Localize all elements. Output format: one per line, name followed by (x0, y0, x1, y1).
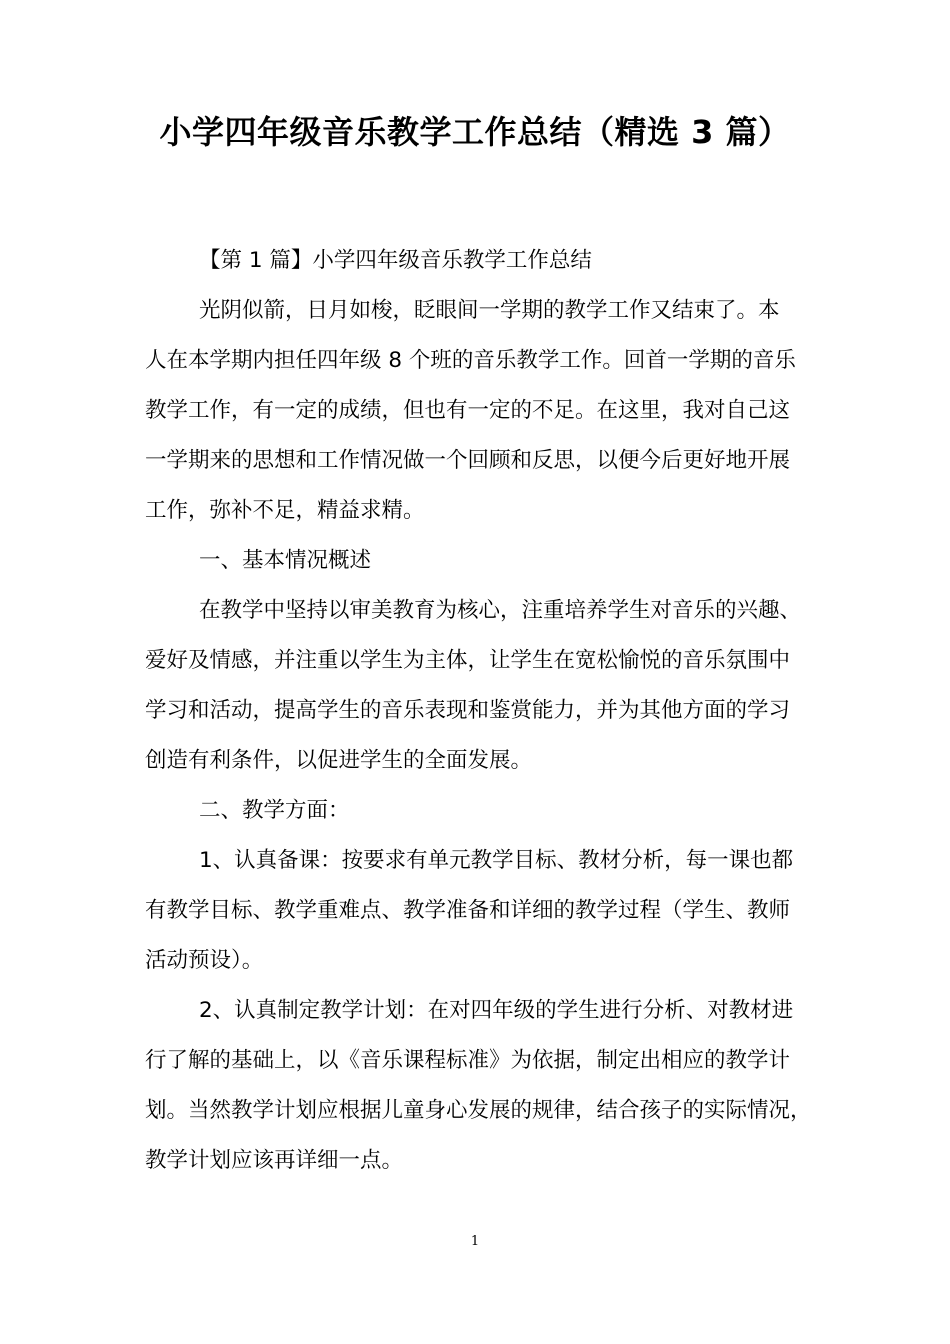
document-body (145, 236, 812, 1186)
paragraph-line: 在教学中坚持以审美教育为核心，注重培养学生对音乐的兴趣、 (199, 598, 802, 623)
paragraph-line: 一学期来的思想和工作情况做一个回顾和反思，以便今后更好地开展 (145, 448, 791, 473)
subheading-basic-overview: 一、基本情况概述 (199, 548, 372, 573)
paragraph-line: 1、认真备课：按要求有单元教学目标、教材分析，每一课也都 (199, 848, 794, 873)
paragraph-line: 创造有利条件，以促进学生的全面发展。 (145, 748, 533, 773)
page-number: 1 (470, 1234, 480, 1249)
subheading-teaching: 二、教学方面： (199, 798, 350, 823)
paragraph-line: 2、认真制定教学计划：在对四年级的学生进行分析、对教材进 (199, 998, 794, 1023)
paragraph-line: 人在本学期内担任四年级 8 个班的音乐教学工作。回首一学期的音乐 (145, 348, 796, 373)
paragraph-line: 光阴似箭，日月如梭，眨眼间一学期的教学工作又结束了。本 (199, 298, 780, 323)
paragraph-line: 学习和活动，提高学生的音乐表现和鉴赏能力，并为其他方面的学习 (145, 698, 791, 723)
paragraph-line: 活动预设）。 (145, 948, 264, 973)
section-heading-1: 【第 1 篇】小学四年级音乐教学工作总结 (199, 248, 592, 273)
paragraph-line: 划。当然教学计划应根据儿童身心发展的规律，结合孩子的实际情况， (145, 1098, 812, 1123)
paragraph-line: 教学工作，有一定的成绩，但也有一定的不足。在这里，我对自己这 (145, 398, 791, 423)
paragraph-line: 有教学目标、教学重难点、教学准备和详细的教学过程（学生、教师 (145, 898, 791, 923)
paragraph-line: 工作，弥补不足，精益求精。 (145, 498, 425, 523)
document-title: 小学四年级音乐教学工作总结（精选 3 篇） (159, 113, 791, 151)
paragraph-line: 教学计划应该再详细一点。 (145, 1148, 404, 1173)
paragraph-line: 爱好及情感，并注重以学生为主体，让学生在宽松愉悦的音乐氛围中 (145, 648, 791, 673)
paragraph-line: 行了解的基础上，以《音乐课程标准》为依据，制定出相应的教学计 (145, 1048, 791, 1073)
